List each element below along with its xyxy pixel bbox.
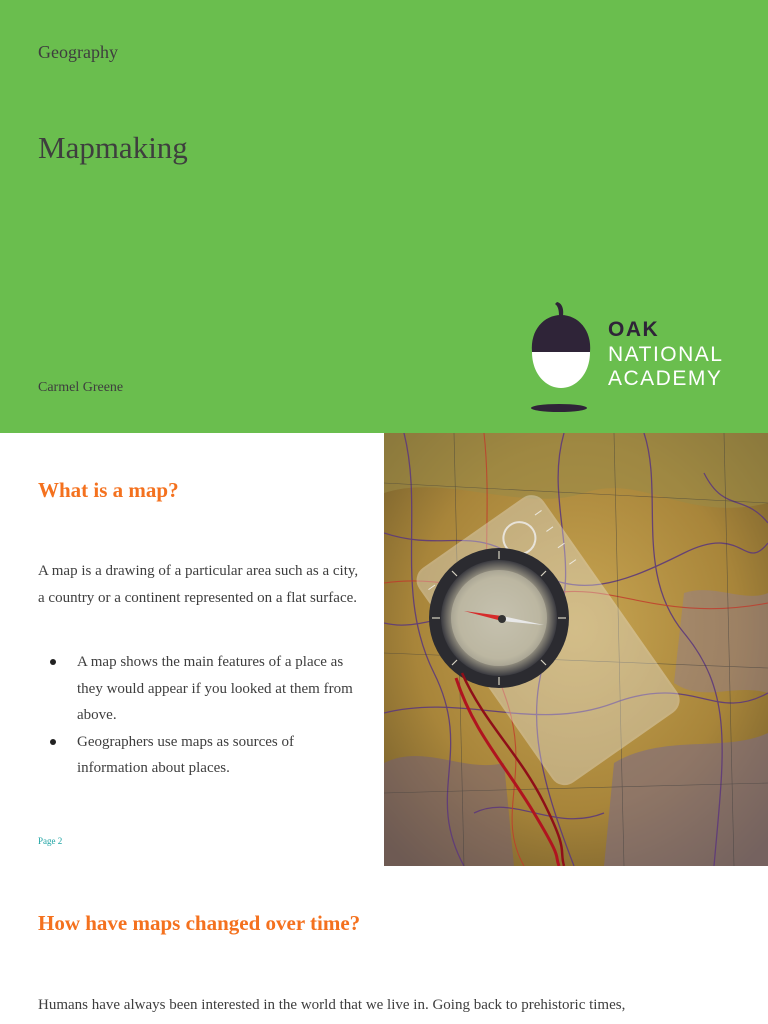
intro-paragraph: Humans have always been interested in the world that we live in. Going back to prehistoric times, (38, 997, 626, 1013)
cover-slide (0, 0, 768, 433)
logo-line-national: NATIONAL (608, 342, 724, 366)
page-2 (0, 433, 768, 866)
page-title: Mapmaking (38, 130, 188, 165)
logo-wordmark (608, 318, 723, 392)
logo-line-oak: OAK (608, 318, 660, 341)
logo-line-academy: ACADEMY (608, 367, 723, 390)
oak-logo (526, 300, 746, 415)
intro-paragraph: A map is a drawing of a particular area such as a city, a country or a continent represented on a flat surface. (38, 563, 359, 606)
bullet-text: A map shows the main features of a place as they would appear if you looked at them from above. (77, 654, 353, 723)
author-name: Carmel Greene (38, 380, 124, 395)
list-item (38, 729, 368, 782)
bullet-text: Geographers use maps as sources of information about places. (77, 733, 295, 776)
acorn-icon (526, 300, 596, 415)
bullet-icon (50, 739, 56, 745)
bullet-icon (50, 659, 56, 665)
section-heading: What is a map? (38, 478, 179, 502)
bullet-list (38, 649, 368, 782)
list-item (38, 649, 368, 729)
map-compass-photo (384, 433, 768, 866)
page-3 (0, 866, 768, 1024)
page-number: Page 2 (38, 836, 63, 846)
section-heading: How have maps changed over time? (38, 911, 361, 935)
subject-label: Geography (38, 42, 118, 62)
